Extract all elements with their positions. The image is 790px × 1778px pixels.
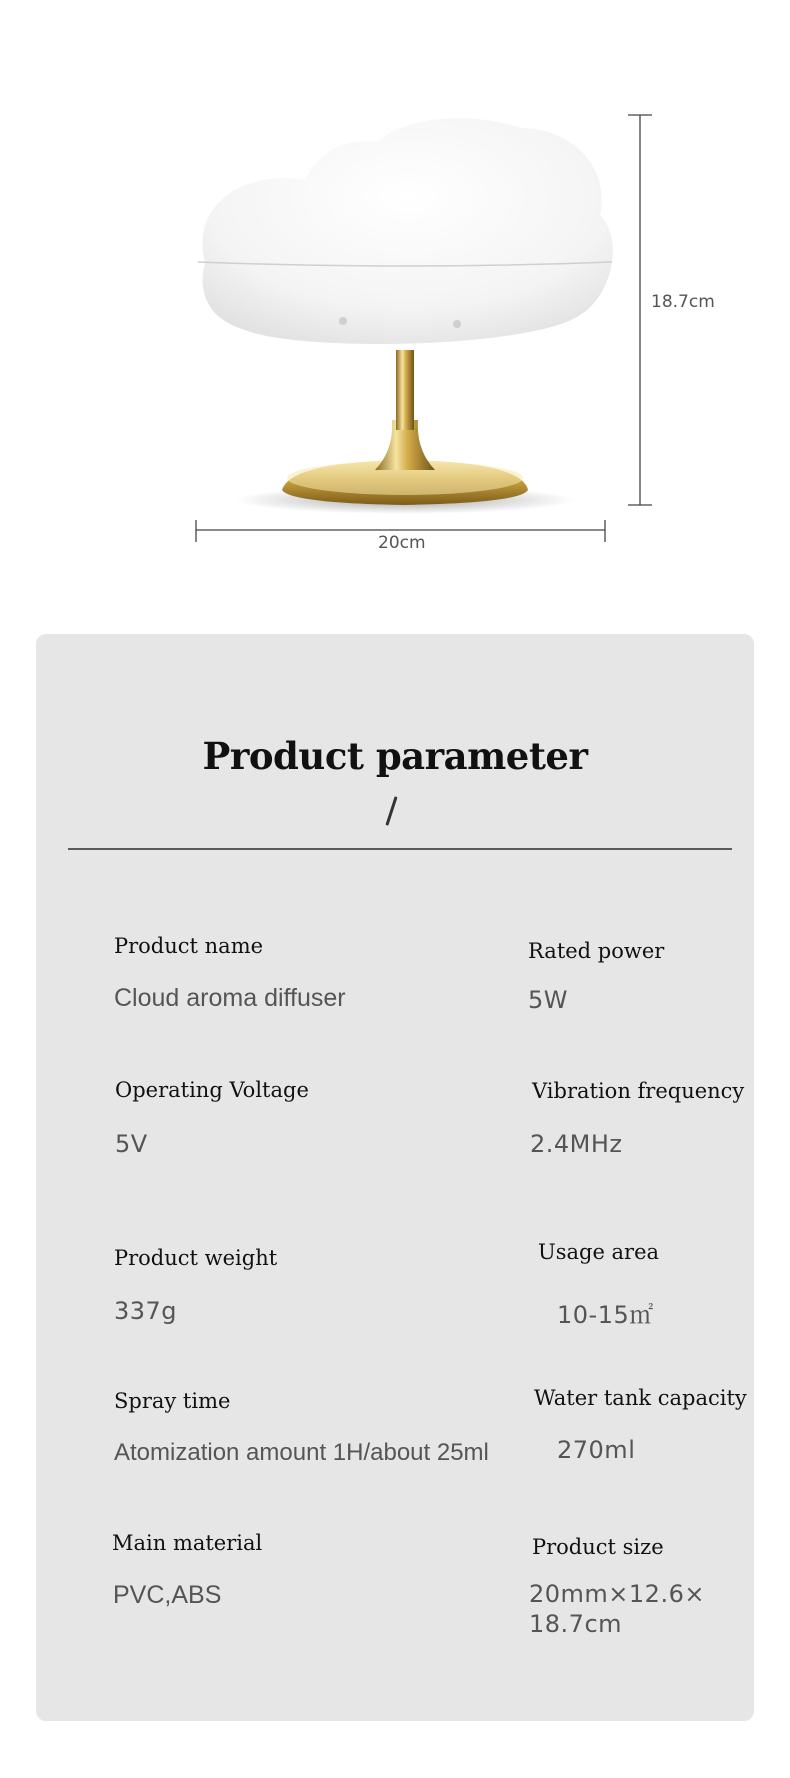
- parameter-panel: [36, 634, 754, 1721]
- cloud-vent-right: [453, 320, 461, 328]
- param-value-operating-voltage: 5V: [115, 1130, 148, 1158]
- param-label-usage-area: Usage area: [538, 1240, 660, 1264]
- product-dimension-image: [0, 0, 790, 630]
- param-value-water-tank-capacity: 270ml: [557, 1436, 636, 1464]
- width-label: 20cm: [378, 533, 426, 553]
- height-label: 18.7cm: [651, 292, 715, 312]
- param-label-product-weight: Product weight: [114, 1246, 278, 1270]
- section-title: Product parameter: [202, 734, 588, 778]
- title-divider: [68, 848, 732, 850]
- param-label-vibration-frequency: Vibration frequency: [532, 1079, 745, 1103]
- param-label-operating-voltage: Operating Voltage: [115, 1078, 309, 1102]
- param-value-spray-time: Atomization amount 1H/about 25ml: [114, 1439, 489, 1466]
- param-value-usage-area: 10-15㎡: [557, 1301, 654, 1329]
- param-label-product-name: Product name: [114, 934, 264, 958]
- param-value-product-name: Cloud aroma diffuser: [114, 984, 346, 1012]
- param-value-product-size-line2: 18.7cm: [529, 1610, 623, 1638]
- cloud-shell: [203, 118, 613, 344]
- param-label-main-material: Main material: [112, 1531, 263, 1555]
- param-value-product-weight: 337g: [114, 1297, 178, 1325]
- gold-stem: [396, 350, 414, 430]
- param-label-rated-power: Rated power: [528, 939, 665, 963]
- param-label-water-tank-capacity: Water tank capacity: [534, 1386, 747, 1410]
- param-value-main-material: PVC,ABS: [113, 1581, 222, 1609]
- decorative-slash: [385, 796, 397, 825]
- param-label-spray-time: Spray time: [114, 1389, 231, 1413]
- cloud-vent-left: [339, 317, 347, 325]
- param-label-product-size: Product size: [532, 1535, 664, 1559]
- param-value-rated-power: 5W: [528, 986, 568, 1014]
- param-value-vibration-frequency: 2.4MHz: [530, 1130, 623, 1158]
- param-value-product-size-line1: 20mm×12.6×: [529, 1580, 705, 1608]
